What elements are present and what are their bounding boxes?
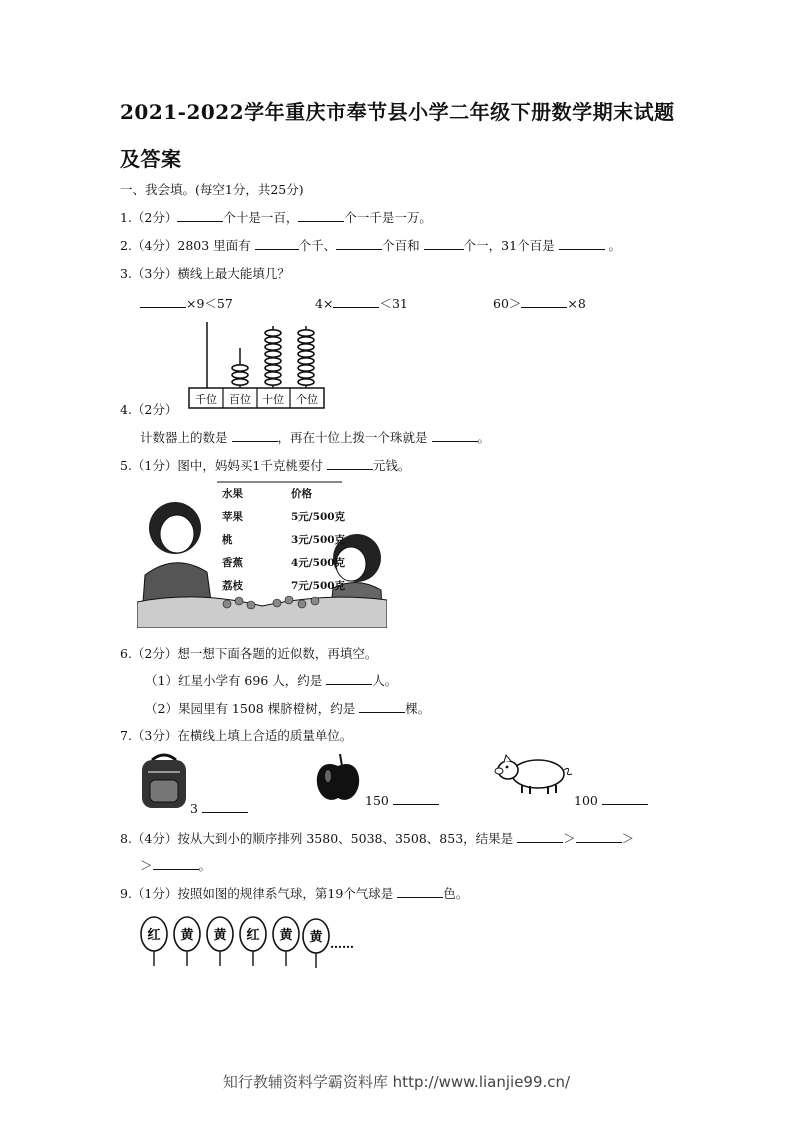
table-cell: 3元/500克 <box>291 534 346 546</box>
answer-blank[interactable] <box>517 830 563 843</box>
balloon-label: 黄 <box>180 928 194 943</box>
apple-icon <box>314 752 362 804</box>
table-cell: 荔枝 <box>222 580 243 592</box>
answer-blank[interactable] <box>177 209 223 222</box>
abacus-label: 十位 <box>262 393 284 406</box>
table-cell: 5元/500克 <box>291 511 346 523</box>
abacus-label: 百位 <box>229 393 251 406</box>
abacus-label: 个位 <box>296 393 318 406</box>
answer-blank[interactable] <box>576 830 622 843</box>
table-row <box>222 572 355 595</box>
footer-watermark: 知行教辅资料学霸资料库 http://www.lianjie99.cn/ <box>222 1073 571 1091</box>
answer-blank[interactable] <box>333 295 379 308</box>
question-3: 3.（3分）横线上最大能填几？ <box>120 266 290 281</box>
answer-blank[interactable] <box>327 457 373 470</box>
continuation-dots: …… <box>330 937 354 951</box>
answer-blank[interactable] <box>336 237 382 250</box>
question-4: 4.（2分） <box>120 402 178 417</box>
q6-sub-2: （2）果园里有 1508 棵脐橙树，约是 棵。 <box>145 701 431 716</box>
q3-expr-1: ×9＜57 <box>140 294 233 312</box>
answer-blank[interactable] <box>153 857 199 870</box>
table-cell: 苹果 <box>222 511 243 523</box>
table-cell: 桃 <box>222 534 233 546</box>
question-8: 8.（4分）按从大到小的顺序排列 3580、5038、3508、853，结果是 ＞ ＞ <box>120 831 635 846</box>
answer-blank[interactable] <box>255 237 299 250</box>
answer-blank[interactable] <box>424 237 464 250</box>
table-row <box>222 549 355 572</box>
pig-icon <box>494 752 574 796</box>
table-cell: 香蕉 <box>222 557 243 569</box>
question-1: 1.（2分） 个十是一百， 个一千是一万。 <box>120 210 432 225</box>
answer-blank[interactable] <box>359 700 405 713</box>
answer-blank[interactable] <box>326 672 372 685</box>
balloon-label: 黄 <box>309 930 323 945</box>
q3-expr-3: 60＞ ×8 <box>493 296 586 311</box>
balloon-label: 黄 <box>279 928 293 943</box>
table-header: 价格 <box>291 488 312 500</box>
question-2: 2.（4分）2803 里面有 个千、 个百和 个一，31个百是 。 <box>120 238 622 253</box>
answer-blank[interactable] <box>602 792 648 805</box>
backpack-icon <box>138 752 190 810</box>
answer-blank[interactable] <box>298 209 344 222</box>
q7-item-1: 3 <box>190 800 248 816</box>
answer-blank[interactable] <box>393 792 439 805</box>
answer-blank[interactable] <box>432 429 478 442</box>
fruit-price-table <box>222 484 355 595</box>
section-header: 一、我会填。(每空1分，共25分) <box>120 182 304 197</box>
page-title-line1: 2021-2022学年重庆市奉节县小学二年级下册数学期末试题 <box>120 100 675 124</box>
answer-blank[interactable] <box>397 885 443 898</box>
answer-blank[interactable] <box>521 295 567 308</box>
q7-item-3: 100 <box>574 792 648 808</box>
answer-blank[interactable] <box>140 295 186 308</box>
table-row <box>222 526 355 549</box>
question-7: 7.（3分）在横线上填上合适的质量单位。 <box>120 728 353 743</box>
abacus-label: 千位 <box>195 393 217 406</box>
balloon-row <box>136 912 366 974</box>
answer-blank[interactable] <box>232 429 278 442</box>
question-9: 9.（1分）按照如图的规律系气球，第19个气球是 色。 <box>120 886 469 901</box>
balloon-label: 黄 <box>213 928 227 943</box>
q4-line: 计数器上的数是 ，再在十位上拨一个珠就是 。 <box>140 430 491 445</box>
q7-item-2: 150 <box>365 792 439 808</box>
answer-blank[interactable] <box>202 800 248 813</box>
q3-expr-2: 4× ＜31 <box>315 296 408 311</box>
question-5: 5.（1分）图中，妈妈买1千克桃要付 元钱。 <box>120 458 411 473</box>
table-header-row <box>222 484 355 503</box>
abacus-counter <box>185 318 330 410</box>
balloon-label: 红 <box>246 928 260 943</box>
q8-line-2: ＞ 。 <box>140 858 212 873</box>
balloon-label: 红 <box>147 928 161 943</box>
table-cell: 4元/500克 <box>291 557 346 569</box>
table-row <box>222 503 355 526</box>
question-6: 6.（2分）想一想下面各题的近似数，再填空。 <box>120 646 378 661</box>
answer-blank[interactable] <box>559 237 605 250</box>
page-title-line2: 及答案 <box>120 147 182 171</box>
table-cell: 7元/500克 <box>291 580 346 592</box>
q6-sub-1: （1）红星小学有 696 人，约是 人。 <box>145 673 398 688</box>
table-header: 水果 <box>222 488 243 500</box>
